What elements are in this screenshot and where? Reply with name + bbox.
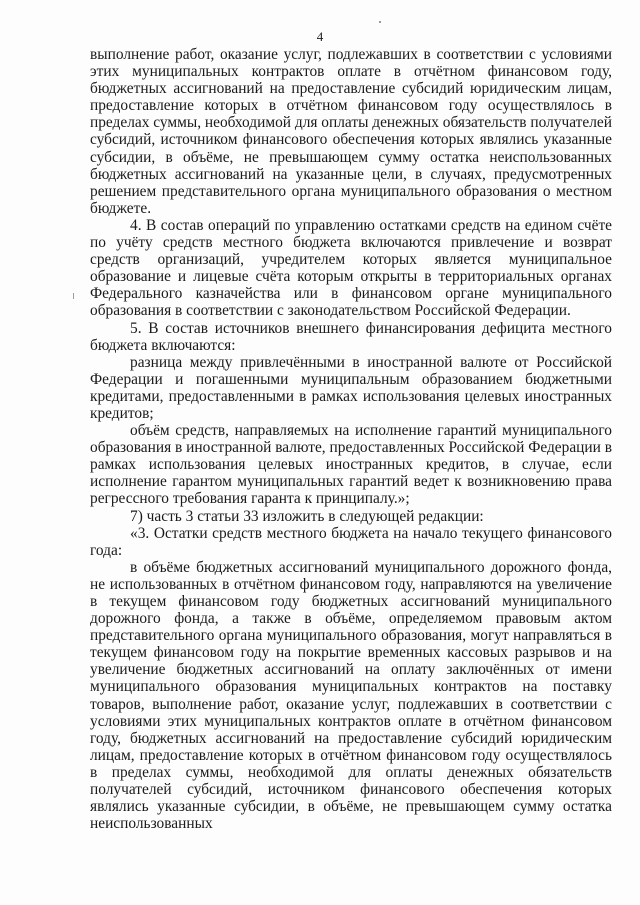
paragraph-item-4: 4. В состав операций по управлению остатками средств на едином счёте по учёту средств местного бюджета включаются привлечение и возврат средств организаций, учредителем которых является муниципальное образование и лицевые счёта которым открыты в территориальных органах Федерального казначейства или в финансовом органе муниципального образования в соответствии с законодательством Российской Федерации.: [90, 216, 612, 320]
paragraph-item-5: 5. В состав источников внешнего финансирования дефицита местного бюджета включаются:: [90, 319, 612, 354]
paragraph-part-3-body: в объёме бюджетных ассигнований муниципального дорожного фонда, не использованных в отчётном финансовом году, направляются на увеличение в текущем финансовом году бюджетных ассигнований муниципального дорожного фонда, а также в объёме, определяемом правовым актом представительного органа муниципального образования, могут направляться в текущем финансовом году на покрытие временных кассовых разрывов и на увеличение бюджетных ассигнований на оплату заключённых от имени муниципального образования муниципальных контрактов на поставку товаров, выполнение работ, оказание услуг, подлежавших в соответствии с условиями этих муниципальных контрактов оплате в отчётном финансовом году, бюджетных ассигнований на предоставление субсидий юридическим лицам, предоставление которых в отчётном финансовом году осуществлялось в пределах суммы, необходимой для оплаты денежных обязательств получателей субсидий, источником финансового обеспечения которых являлись указанные субсидии, в объёме, не превышающем сумму остатка неиспользованных: [90, 558, 612, 833]
paragraph-continuation: выполнение работ, оказание услуг, подлежавших в соответствии с условиями этих муниципальных контрактов оплате в отчётном финансовом году, бюджетных ассигнований на предоставление субсидий юридическим лицам, предоставление которых в отчётном финансовом году осуществлялось в пределах суммы, необходимой для оплаты денежных обязательств получателей субсидий, источником финансового обеспечения которых являлись указанные субсидии, в объёме, не превышающем сумму остатка неиспользованных бюджетных ассигнований на указанные цели, в случаях, предусмотренных решением представительного органа муниципального образования о местном бюджете.: [90, 46, 612, 217]
paragraph-item-5-guarantees: объём средств, направляемых на исполнение гарантий муниципального образования в иностранной валюте, предоставленных Российской Федерации в рамках использования целевых иностранных кредитов, в случае, если исполнение гарантом муниципальных гарантий ведет к возникновению права регрессного требования гаранта к принципалу.»;: [90, 422, 612, 508]
scan-speck: [379, 21, 381, 23]
paragraph-part-3-heading: «3. Остатки средств местного бюджета на начало текущего финансового года:: [90, 524, 612, 559]
scan-speck: [73, 293, 74, 299]
paragraph-item-5-difference: разница между привлечёнными в иностранной валюте от Российской Федерации и погашенными муниципальным образованием бюджетными кредитами, предоставленными в рамках использования целевых иностранных кредитов;: [90, 353, 612, 422]
document-body: [90, 46, 612, 832]
page-number: 4: [316, 29, 324, 44]
paragraph-amendment-7: 7) часть 3 статьи 33 изложить в следующей редакции:: [130, 507, 484, 525]
